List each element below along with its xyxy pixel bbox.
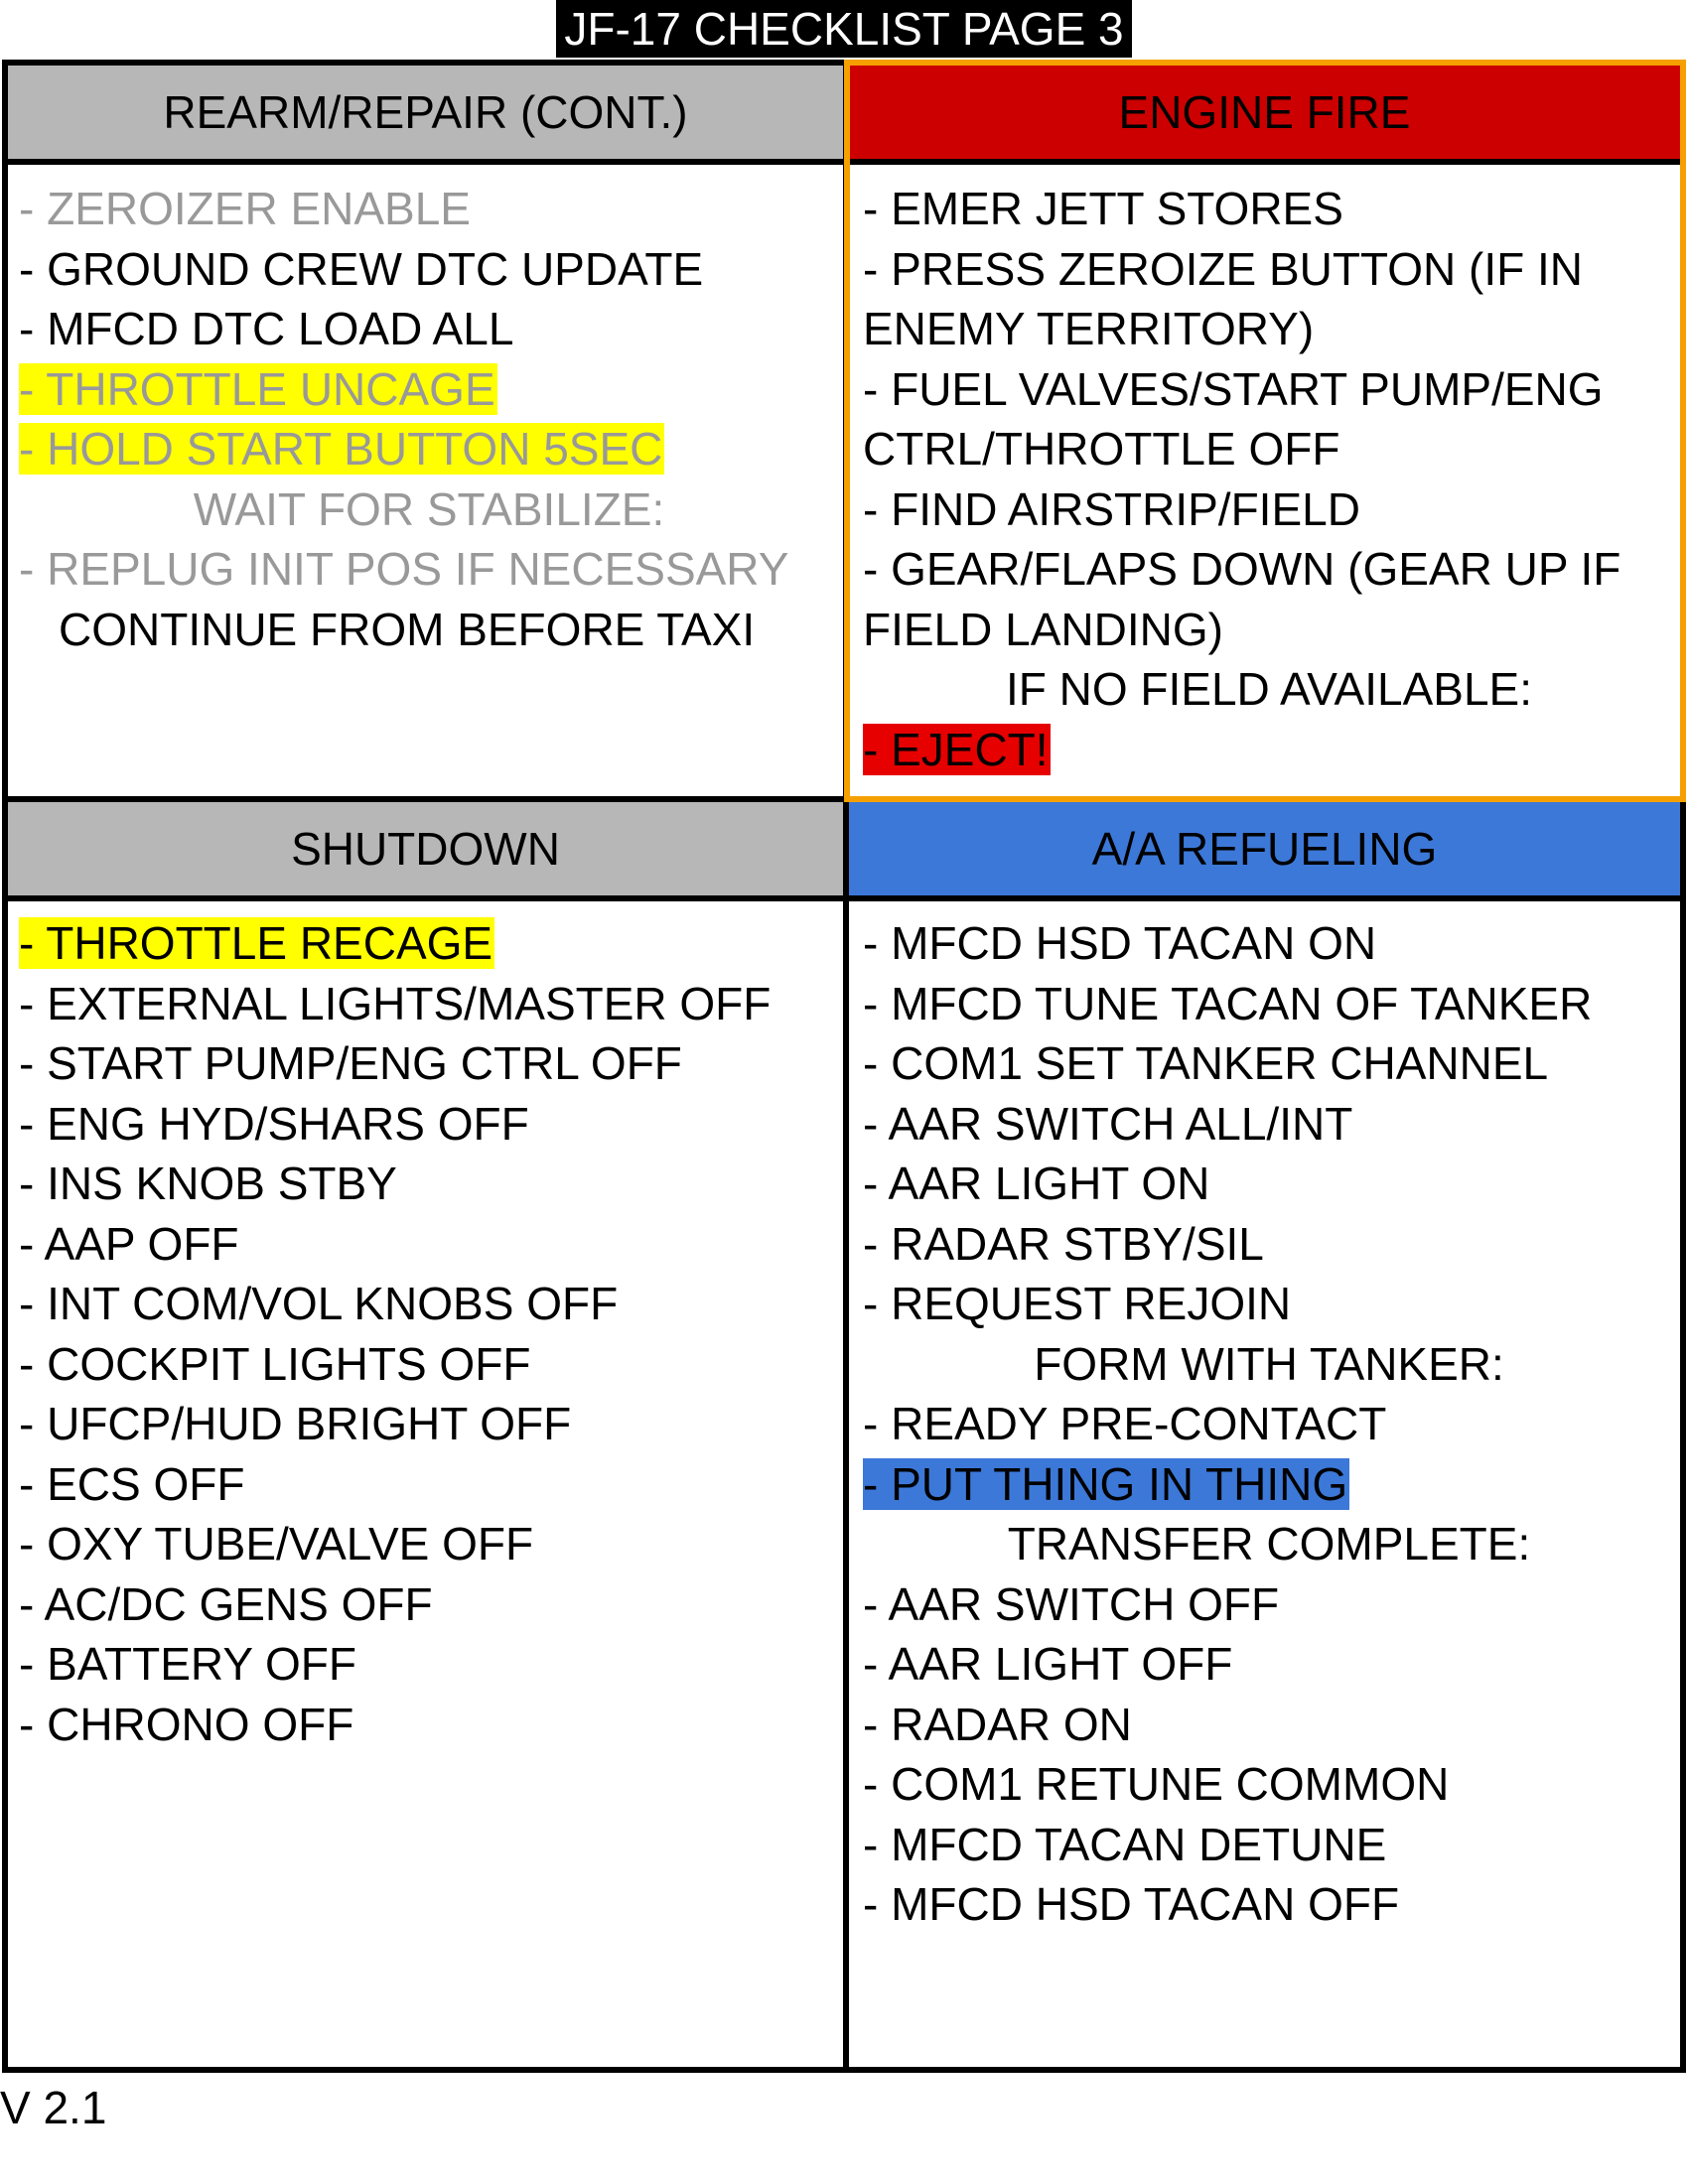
checklist-item (863, 539, 1677, 600)
checklist-item (863, 1815, 1677, 1875)
checklist-item (863, 1154, 1677, 1214)
shutdown-header: SHUTDOWN (8, 802, 843, 895)
checklist-item-text: CONTINUE FROM BEFORE TAXI (59, 603, 756, 655)
checklist-item (863, 179, 1677, 239)
checklist-item (863, 1394, 1677, 1454)
checklist-item (19, 1094, 841, 1155)
checklist-item-text: - OXY TUBE/VALVE OFF (19, 1518, 534, 1570)
checklist-item (863, 1274, 1677, 1334)
checklist-item (19, 1033, 841, 1094)
checklist-item-text: - AAP OFF (19, 1217, 239, 1270)
checklist-item (19, 479, 841, 540)
checklist-item (19, 1214, 841, 1275)
checklist-item (863, 1874, 1677, 1935)
checklist-item (19, 539, 841, 600)
checklist-item-text: - AAR SWITCH ALL/INT (863, 1097, 1353, 1150)
aa-refueling-list (863, 913, 1677, 1935)
checklist-item-text: - MFCD TACAN DETUNE (863, 1818, 1387, 1870)
checklist-item-text: - AAR LIGHT OFF (863, 1638, 1233, 1690)
checklist-item-text: - EMER JETT STORES (863, 183, 1343, 234)
rearm-repair-header: REARM/REPAIR (CONT.) (8, 66, 843, 159)
checklist-item-text: - REPLUG INIT POS IF NECESSARY (19, 543, 789, 595)
checklist-item (863, 1094, 1677, 1155)
checklist-item (19, 419, 841, 479)
checklist-item (19, 1514, 841, 1574)
checklist-item (863, 720, 1677, 780)
checklist-item (863, 1514, 1677, 1574)
checklist-item-text: - EJECT! (863, 723, 1049, 775)
checklist-item-text: - EXTERNAL LIGHTS/MASTER OFF (19, 977, 772, 1029)
shutdown-list (19, 913, 841, 1754)
checklist-item-text: FORM WITH TANKER: (1034, 1337, 1504, 1390)
checklist-item-text: - THROTTLE RECAGE (19, 917, 493, 969)
checklist-item (863, 1214, 1677, 1275)
checklist-item (863, 1754, 1677, 1815)
checklist-item-text: - COM1 RETUNE COMMON (863, 1758, 1450, 1810)
checklist-item-text: - START PUMP/ENG CTRL OFF (19, 1037, 682, 1089)
checklist-item (863, 659, 1677, 720)
checklist-item-text: - FIND AIRSTRIP/FIELD (863, 482, 1360, 535)
checklist-item-text: TRANSFER COMPLETE: (1007, 1518, 1531, 1570)
checklist-item-text: - AAR LIGHT ON (863, 1158, 1210, 1209)
checklist-item (863, 1334, 1677, 1395)
checklist-item (19, 1154, 841, 1214)
checklist-item (19, 1334, 841, 1395)
checklist-item (19, 1695, 841, 1755)
checklist-item (863, 974, 1677, 1034)
checklist-item-text: - CHRONO OFF (19, 1698, 354, 1750)
checklist-item (19, 179, 841, 239)
page-title: JF-17 CHECKLIST PAGE 3 (556, 0, 1132, 58)
header-divider-top (2, 159, 1686, 165)
checklist-item (863, 1033, 1677, 1094)
checklist-item-text: - COM1 SET TANKER CHANNEL (863, 1037, 1549, 1089)
checklist-item (863, 419, 1677, 479)
engine-fire-header: ENGINE FIRE (849, 66, 1680, 159)
checklist-item-text: - READY PRE-CONTACT (863, 1398, 1387, 1449)
checklist-item-text: WAIT FOR STABILIZE: (193, 482, 665, 535)
checklist-item-text: - MFCD HSD TACAN ON (863, 917, 1377, 969)
checklist-item (19, 239, 841, 300)
checklist-item-text: - PUT THING IN THING (863, 1457, 1348, 1510)
checklist-item-text: - MFCD DTC LOAD ALL (19, 303, 514, 354)
checklist-item-text: - FUEL VALVES/START PUMP/ENG (863, 362, 1604, 415)
checklist-item-text: - AC/DC GENS OFF (19, 1577, 433, 1630)
checklist-item-text: CTRL/THROTTLE OFF (863, 423, 1340, 475)
checklist-item-text: - PRESS ZEROIZE BUTTON (IF IN (863, 242, 1583, 295)
checklist-item (19, 1454, 841, 1515)
checklist-item (19, 1634, 841, 1695)
checklist-item (19, 1574, 841, 1635)
aa-refueling-header: A/A REFUELING (849, 802, 1680, 895)
checklist-item-text: - INT COM/VOL KNOBS OFF (19, 1278, 619, 1329)
checklist-item (863, 1574, 1677, 1635)
checklist-item (863, 600, 1677, 660)
checklist-item-text: FIELD LANDING) (863, 603, 1223, 655)
checklist-item-text: - ENG HYD/SHARS OFF (19, 1097, 529, 1150)
checklist-item-text: - RADAR STBY/SIL (863, 1217, 1264, 1270)
checklist-item (19, 1274, 841, 1334)
checklist-item (863, 359, 1677, 420)
row-divider (2, 796, 1686, 802)
checklist-item-text: - MFCD TUNE TACAN OF TANKER (863, 977, 1593, 1029)
checklist-item (863, 913, 1677, 974)
checklist-item (863, 239, 1677, 300)
checklist-item-text: - HOLD START BUTTON 5SEC (19, 423, 663, 475)
checklist-item-text: - ZEROIZER ENABLE (19, 183, 471, 234)
checklist-item (863, 1454, 1677, 1515)
checklist-item-text: - COCKPIT LIGHTS OFF (19, 1337, 531, 1390)
checklist-item-text: - ECS OFF (19, 1457, 245, 1510)
checklist-item-text: - BATTERY OFF (19, 1638, 356, 1690)
checklist-item (863, 479, 1677, 540)
checklist-item (19, 299, 841, 359)
checklist-item (19, 600, 841, 660)
checklist-item (19, 913, 841, 974)
checklist-item (19, 1394, 841, 1454)
checklist-item-text: - MFCD HSD TACAN OFF (863, 1878, 1400, 1930)
checklist-item (863, 1695, 1677, 1755)
checklist-item (19, 359, 841, 420)
checklist-item-text: - GROUND CREW DTC UPDATE (19, 242, 704, 295)
version-label: V 2.1 (0, 2082, 107, 2133)
checklist-item-text: - AAR SWITCH OFF (863, 1577, 1280, 1630)
rearm-repair-list (19, 179, 841, 659)
checklist-item-text: - UFCP/HUD BRIGHT OFF (19, 1398, 572, 1449)
checklist-item-text: - GEAR/FLAPS DOWN (GEAR UP IF (863, 543, 1621, 595)
checklist-item-text: - INS KNOB STBY (19, 1158, 397, 1209)
checklist-item-text: - RADAR ON (863, 1698, 1132, 1750)
checklist-item-text: IF NO FIELD AVAILABLE: (1005, 663, 1533, 715)
checklist-item-text: - THROTTLE UNCAGE (19, 362, 495, 415)
checklist-item-text: - REQUEST REJOIN (863, 1278, 1292, 1329)
column-divider (843, 60, 849, 2073)
checklist-item (863, 299, 1677, 359)
checklist-item (19, 974, 841, 1034)
checklist-item-text: ENEMY TERRITORY) (863, 303, 1315, 354)
engine-fire-list (863, 179, 1677, 779)
checklist-item (863, 1634, 1677, 1695)
header-divider-bottom (2, 895, 1686, 901)
